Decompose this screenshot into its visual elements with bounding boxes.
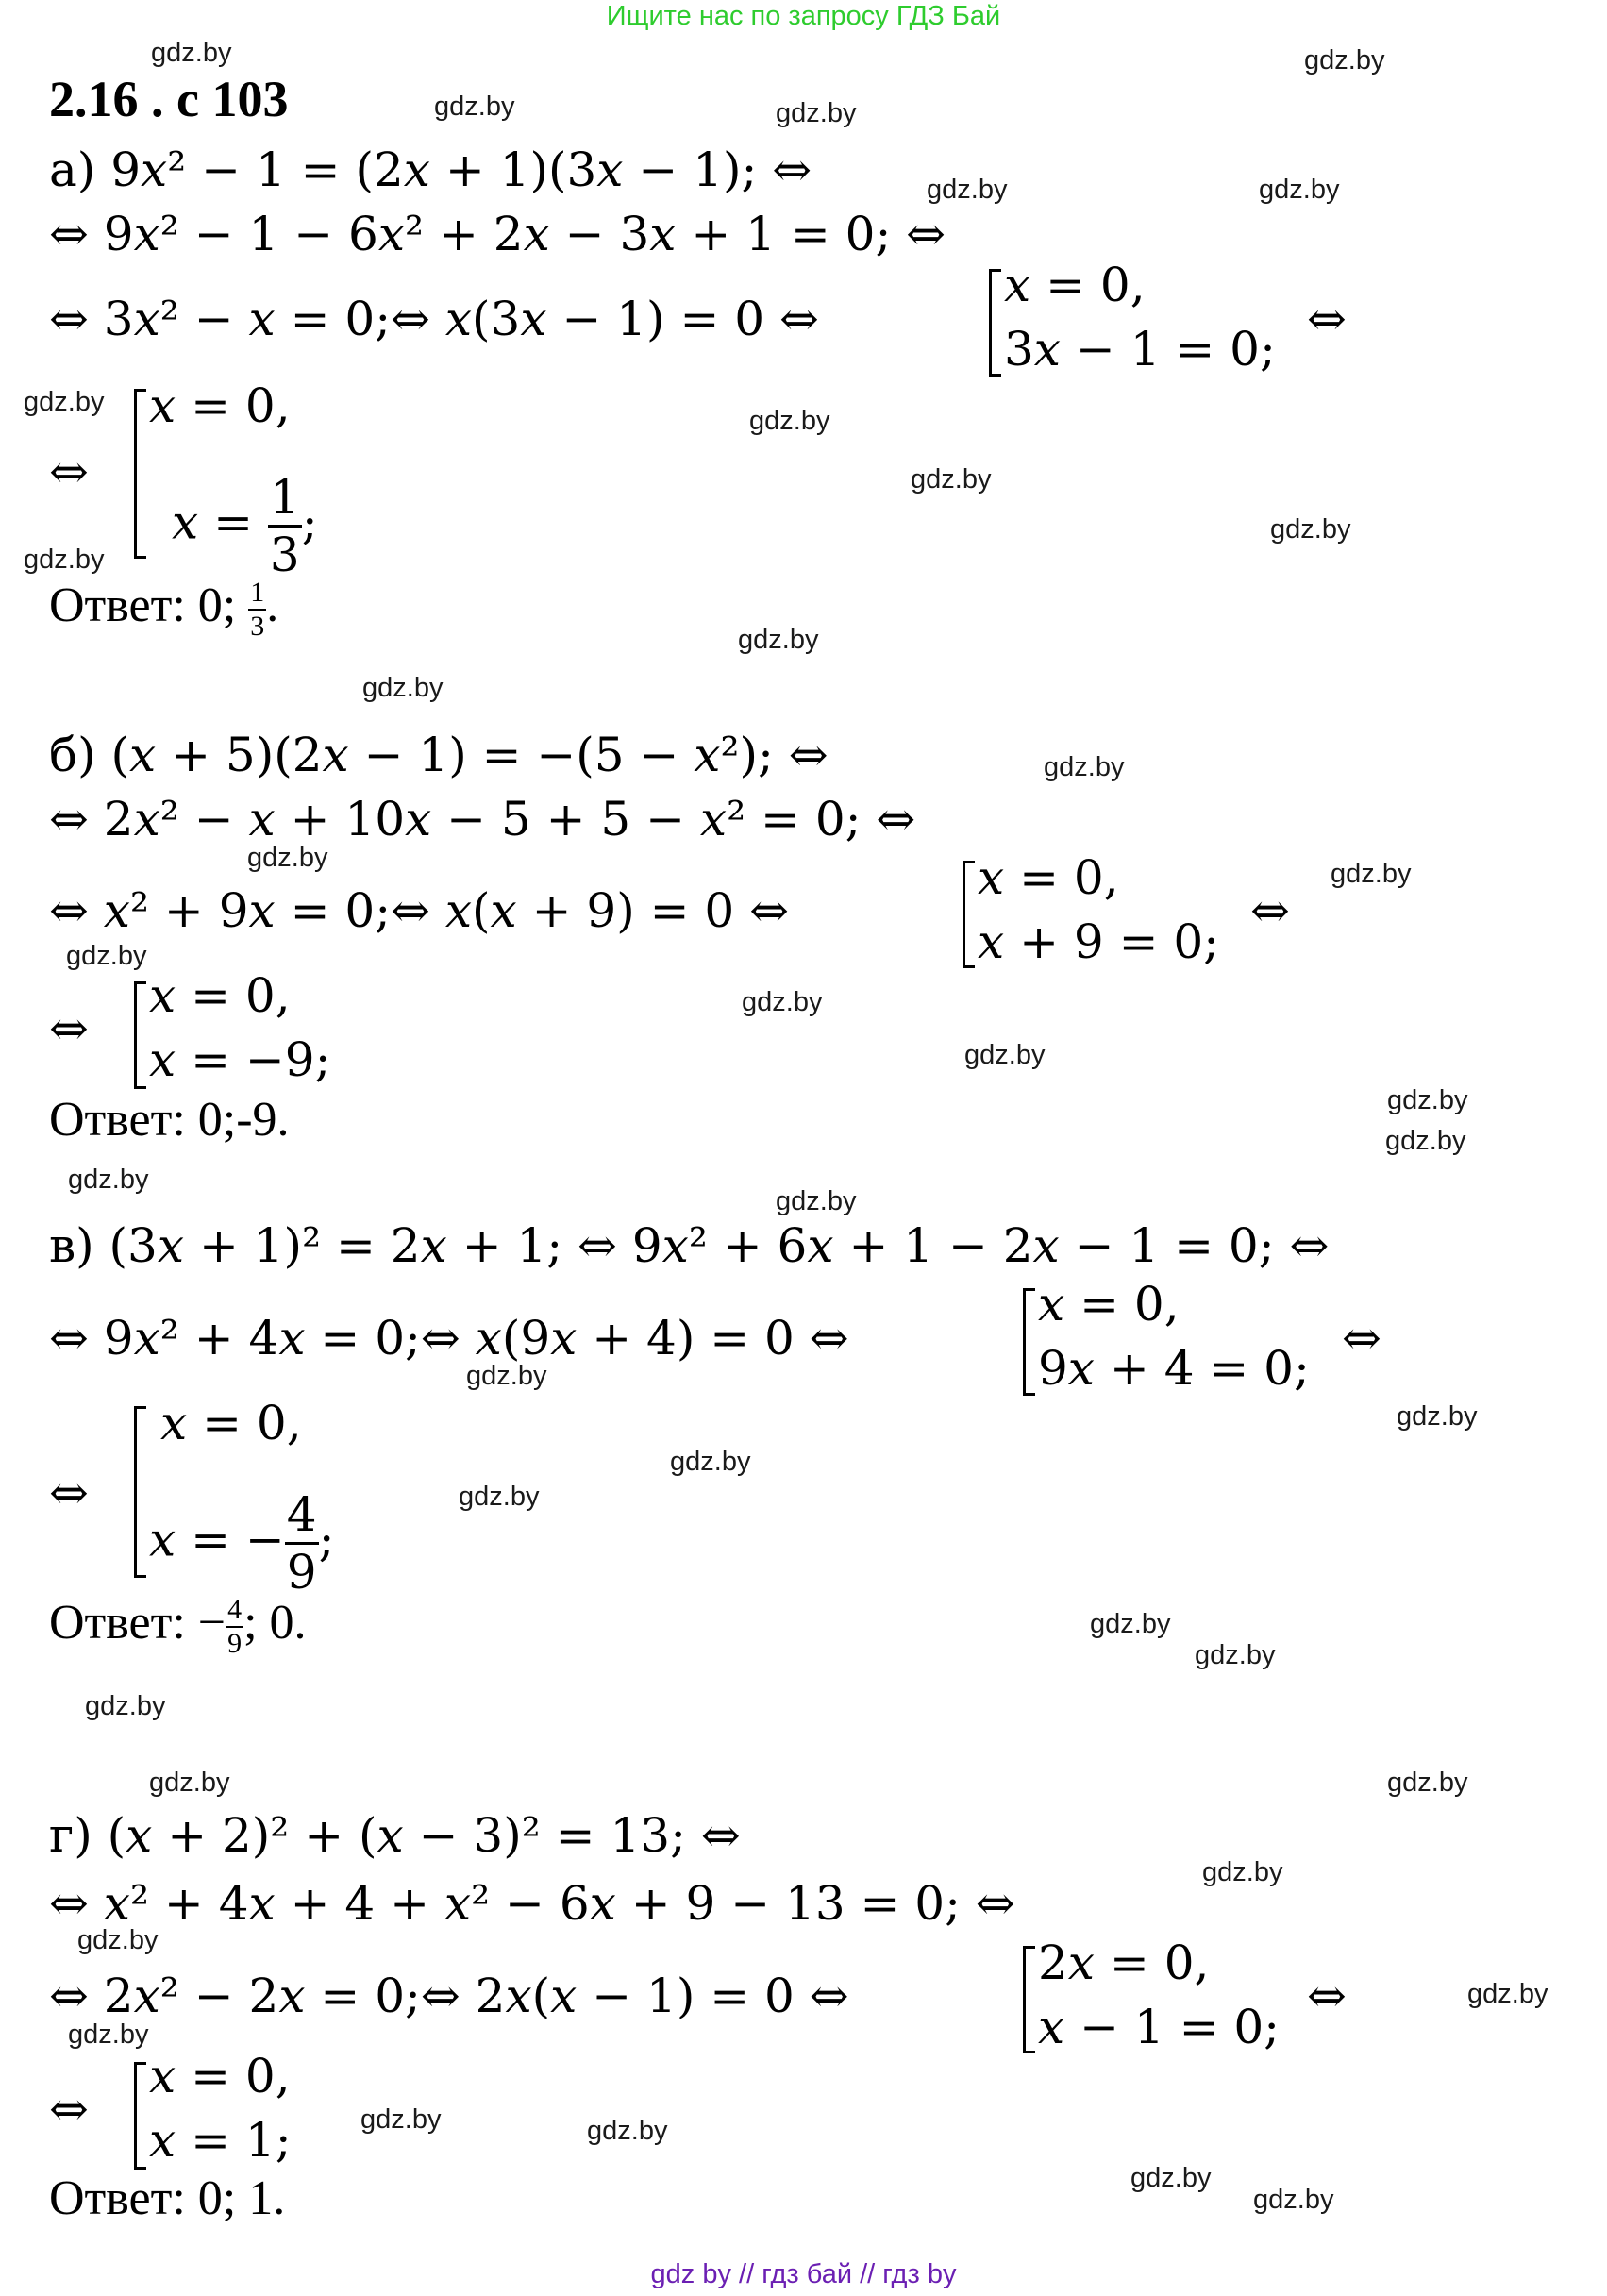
part-c-fraction-num: 4: [285, 1491, 319, 1545]
part-d-bracket-2-row-1: 𝑥 = 0,: [149, 2049, 291, 2103]
part-b-bracket-2-row-1: 𝑥 = 0,: [149, 968, 291, 1023]
watermark: gdz.by: [1202, 1857, 1283, 1887]
part-a-answer-den: 3: [250, 611, 265, 643]
part-d-line-1: г) (𝑥 + 2)² + (𝑥 − 3)² = 13; ⇔: [49, 1808, 741, 1863]
part-d-line-4-arrow: ⇔: [49, 2082, 89, 2137]
watermark: gdz.by: [1397, 1401, 1478, 1432]
part-c-fraction-den: 9: [286, 1545, 317, 1600]
part-b-answer: Ответ: 0;-9.: [49, 1093, 290, 1147]
watermark: gdz.by: [1385, 1126, 1466, 1156]
part-d-line-3-end: ⇔: [1307, 1969, 1347, 2023]
watermark: gdz.by: [1387, 1768, 1468, 1798]
watermark: gdz.by: [776, 98, 857, 128]
watermark: gdz.by: [1090, 1609, 1171, 1639]
part-d-bracket-2: [134, 2062, 146, 2170]
part-b-line-4-arrow: ⇔: [49, 1001, 89, 1056]
part-a-line-2: ⇔ 9𝑥² − 1 − 6𝑥² + 2𝑥 − 3𝑥 + 1 = 0; ⇔: [49, 207, 946, 261]
watermark: gdz.by: [911, 464, 992, 494]
part-c-bracket-2: [134, 1406, 146, 1578]
watermark: gdz.by: [68, 1165, 149, 1195]
watermark: gdz.by: [1304, 45, 1385, 75]
watermark: gdz.by: [362, 673, 444, 703]
watermark: gdz.by: [434, 92, 515, 122]
part-a-answer-end: .: [266, 578, 279, 632]
watermark: gdz.by: [1387, 1085, 1468, 1115]
part-c-bracket-2-row-1: 𝑥 = 0,: [160, 1396, 302, 1450]
part-a-fraction-den: 3: [269, 528, 300, 582]
part-a-line-4-arrow: ⇔: [49, 444, 89, 499]
watermark: gdz.by: [587, 2116, 668, 2146]
part-c-fraction: [285, 1487, 319, 1600]
watermark: gdz.by: [1195, 1640, 1276, 1670]
watermark: gdz.by: [85, 1691, 166, 1721]
part-c-answer-end: ; 0.: [243, 1596, 307, 1650]
part-c-answer-den: 9: [227, 1628, 243, 1660]
part-d-line-3: ⇔ 2𝑥² − 2𝑥 = 0;⇔ 2𝑥(𝑥 − 1) = 0 ⇔: [49, 1969, 849, 2023]
watermark: gdz.by: [1331, 859, 1412, 889]
footer-links: gdz by // гдз бай // гдз by: [650, 2259, 957, 2289]
watermark: gdz.by: [24, 545, 105, 575]
watermark: gdz.by: [66, 941, 147, 971]
watermark: gdz.by: [1270, 514, 1351, 545]
watermark: gdz.by: [77, 1925, 159, 1955]
part-c-line-3-arrow: ⇔: [49, 1466, 89, 1520]
part-c-semicolon: ;: [318, 1512, 335, 1567]
watermark: gdz.by: [749, 406, 830, 436]
top-banner: Ищите нас по запросу ГДЗ Бай: [606, 1, 1001, 31]
watermark: gdz.by: [68, 2019, 149, 2050]
part-a-line-3-end: ⇔: [1307, 292, 1347, 346]
part-b-line-2: ⇔ 2𝑥² − 𝑥 + 10𝑥 − 5 + 5 − 𝑥² = 0; ⇔: [49, 792, 916, 846]
watermark: gdz.by: [670, 1447, 751, 1477]
part-b-line-3: ⇔ 𝑥² + 9𝑥 = 0;⇔ 𝑥(𝑥 + 9) = 0 ⇔: [49, 883, 790, 938]
watermark: gdz.by: [459, 1482, 540, 1512]
part-a-bracket-2: [134, 389, 146, 559]
part-d-bracket-1: [1023, 1946, 1035, 2053]
part-c-bracket-1-row-2: 9𝑥 + 4 = 0;: [1038, 1341, 1310, 1396]
watermark: gdz.by: [742, 987, 823, 1017]
part-c-x-eq: 𝑥 = −: [149, 1512, 285, 1567]
part-a-bracket-1-row-1: 𝑥 = 0,: [1004, 258, 1146, 312]
part-a-answer-label: Ответ: 0;: [49, 578, 249, 632]
part-a-answer: [49, 578, 278, 641]
part-b-bracket-1-row-2: 𝑥 + 9 = 0;: [978, 914, 1220, 969]
part-a-semicolon: ;: [301, 494, 318, 550]
part-a-answer-fraction: [248, 578, 266, 641]
part-d-line-2: ⇔ 𝑥² + 4𝑥 + 4 + 𝑥² − 6𝑥 + 9 − 13 = 0; ⇔: [49, 1876, 1015, 1931]
part-c-answer-label: Ответ: −: [49, 1596, 226, 1650]
part-d-answer: Ответ: 0; 1.: [49, 2171, 286, 2225]
part-d-bracket-2-row-2: 𝑥 = 1;: [149, 2113, 292, 2168]
part-a-fraction: [268, 470, 302, 582]
watermark: gdz.by: [1130, 2163, 1212, 2193]
watermark: gdz.by: [24, 387, 105, 417]
page-title: 2.16 . с 103: [49, 71, 289, 127]
part-a-line-3: ⇔ 3𝑥² − 𝑥 = 0;⇔ 𝑥(3𝑥 − 1) = 0 ⇔: [49, 292, 819, 346]
part-c-answer-num: 4: [226, 1596, 243, 1628]
watermark: gdz.by: [247, 843, 328, 873]
part-c-bracket-1-row-1: 𝑥 = 0,: [1038, 1277, 1180, 1332]
part-d-bracket-1-row-2: 𝑥 − 1 = 0;: [1038, 2000, 1281, 2054]
watermark: gdz.by: [1467, 1979, 1548, 2009]
part-b-bracket-2-row-2: 𝑥 = −9;: [149, 1032, 331, 1087]
watermark: gdz.by: [964, 1040, 1046, 1070]
part-a-bracket-1: [989, 269, 1001, 377]
part-c-bracket-2-row-2: [149, 1487, 335, 1600]
watermark: gdz.by: [738, 625, 819, 655]
part-c-bracket-1: [1023, 1288, 1035, 1396]
part-a-bracket-2-row-1: 𝑥 = 0,: [149, 378, 291, 433]
watermark: gdz.by: [776, 1186, 857, 1216]
part-a-answer-num: 1: [248, 578, 266, 611]
part-b-bracket-2: [134, 981, 146, 1089]
watermark: gdz.by: [1259, 175, 1340, 205]
part-c-answer-fraction: [226, 1596, 243, 1658]
watermark: gdz.by: [927, 175, 1008, 205]
part-b-bracket-1: [963, 861, 975, 968]
part-d-bracket-1-row-1: 2𝑥 = 0,: [1038, 1936, 1210, 1990]
part-b-bracket-1-row-1: 𝑥 = 0,: [978, 850, 1119, 905]
part-a-line-1: а) 9𝑥² − 1 = (2𝑥 + 1)(3𝑥 − 1); ⇔: [49, 142, 812, 197]
watermark: gdz.by: [466, 1361, 547, 1391]
part-a-bracket-1-row-2: 3𝑥 − 1 = 0;: [1004, 322, 1276, 377]
part-b-line-3-end: ⇔: [1250, 883, 1290, 938]
part-a-bracket-2-row-2: [172, 470, 318, 582]
watermark: gdz.by: [1253, 2185, 1334, 2215]
part-a-fraction-num: 1: [268, 474, 302, 528]
watermark: gdz.by: [360, 2104, 442, 2135]
part-c-line-1: в) (3𝑥 + 1)² = 2𝑥 + 1; ⇔ 9𝑥² + 6𝑥 + 1 − 2𝑥 − 1 = 0; ⇔: [49, 1218, 1330, 1273]
part-c-line-2: ⇔ 9𝑥² + 4𝑥 = 0;⇔ 𝑥(9𝑥 + 4) = 0 ⇔: [49, 1311, 849, 1366]
part-b-line-1: б) (𝑥 + 5)(2𝑥 − 1) = −(5 − 𝑥²); ⇔: [49, 728, 829, 782]
part-c-line-2-end: ⇔: [1342, 1311, 1381, 1366]
part-a-x-eq: 𝑥 =: [172, 494, 268, 550]
watermark: gdz.by: [149, 1768, 230, 1798]
watermark: gdz.by: [151, 38, 232, 68]
watermark: gdz.by: [1044, 752, 1125, 782]
part-c-answer: [49, 1595, 307, 1658]
